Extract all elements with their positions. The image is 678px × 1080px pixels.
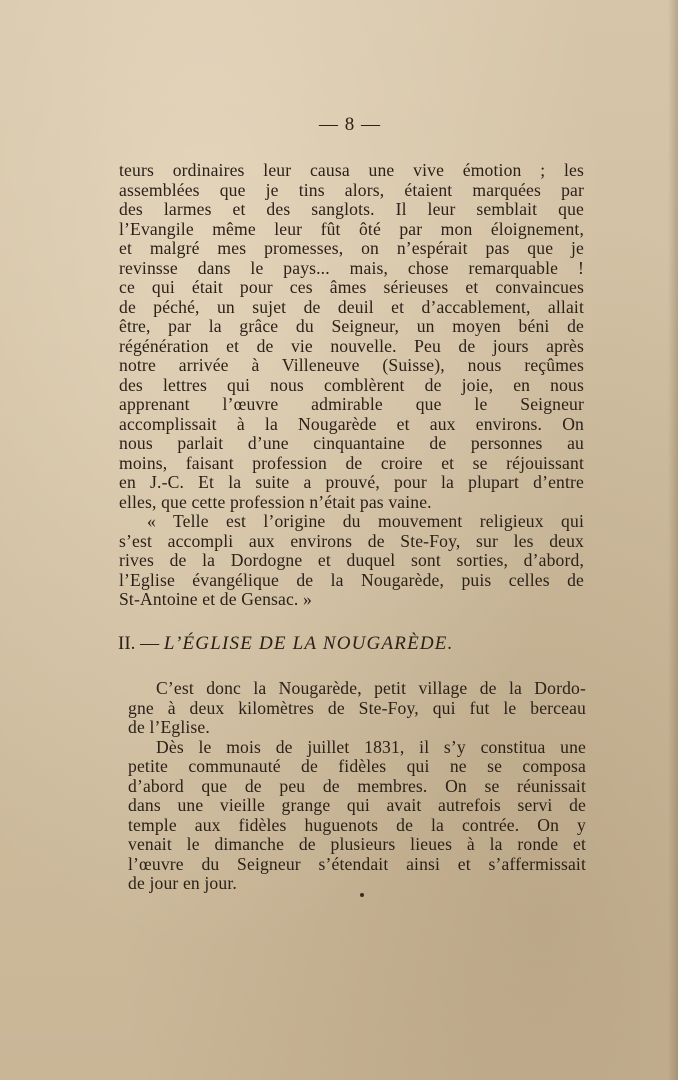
text-line: de l’Eglise. bbox=[128, 717, 210, 737]
ink-dot bbox=[360, 893, 364, 897]
text-line: gne à deux kilomètres de Ste-Foy, qui fut le berceau bbox=[128, 697, 586, 718]
text-line: d’abord que de peu de membres. On se réunissait bbox=[128, 775, 586, 796]
text-line: de jour en jour. bbox=[128, 873, 237, 893]
text-line: petite communauté de fidèles qui ne se composa bbox=[128, 756, 586, 776]
section-number: II. — bbox=[118, 633, 164, 654]
text-line: l’œuvre du Seigneur s’étendait ainsi et s’affermissait bbox=[128, 853, 586, 874]
text-line: moins, faisant profession de croire et se réjouissant bbox=[119, 452, 584, 473]
text-line: teurs ordinaires leur causa une vive émotion ; les bbox=[119, 160, 584, 180]
text-line: l’Eglise évangélique de la Nougarède, puis celles de bbox=[119, 569, 584, 590]
text-line: dans une vieille grange qui avait autrefois servi de bbox=[128, 795, 586, 815]
text-line: apprenant l’œuvre admirable que le Seigneur bbox=[119, 394, 584, 414]
text-line: Dès le mois de juillet 1831, il s’y constitua une bbox=[156, 736, 586, 757]
text-line: accomplissait à la Nougarède et aux environs. On bbox=[119, 413, 584, 434]
text-line: C’est donc la Nougarède, petit village de la Dordo- bbox=[156, 678, 586, 698]
text-line: des lettres qui nous comblèrent de joie, en nous bbox=[119, 374, 584, 395]
text-line: temple aux fidèles huguenots de la contrée. On y bbox=[128, 814, 586, 835]
text-line: en J.-C. Et la suite a prouvé, pour la plupart d’entre bbox=[119, 472, 584, 492]
paragraph-block-nougarede bbox=[128, 679, 586, 894]
text-line: revinsse dans le pays... mais, chose remarquable ! bbox=[119, 257, 584, 278]
text-line: assemblées que je tins alors, étaient marquées par bbox=[119, 179, 584, 200]
section-heading bbox=[118, 633, 588, 655]
text-line: « Telle est l’origine du mouvement religieux qui bbox=[147, 511, 584, 531]
text-line: elles, que cette profession n’était pas vaine. bbox=[119, 491, 432, 512]
text-line: et malgré mes promesses, on n’espérait pas que je bbox=[119, 238, 584, 258]
paragraph-block-quote bbox=[119, 161, 584, 610]
text-line: être, par la grâce du Seigneur, un moyen béni de bbox=[119, 316, 584, 336]
page-number: — 8 — bbox=[319, 114, 381, 135]
text-line: de péché, un sujet de deuil et d’accablement, allait bbox=[119, 296, 584, 317]
text-line: l’Evangile même leur fût ôté par mon éloignement, bbox=[119, 218, 584, 239]
text-line: des larmes et des sanglots. Il leur semblait que bbox=[119, 199, 584, 219]
text-line: notre arrivée à Villeneuve (Suisse), nous reçûmes bbox=[119, 355, 584, 375]
text-line: rives de la Dordogne et duquel sont sorties, d’abord, bbox=[119, 550, 584, 570]
page-edge-shadow bbox=[668, 0, 678, 1080]
text-line: St-Antoine et de Gensac. » bbox=[119, 589, 312, 609]
text-line: ce qui était pour ces âmes sérieuses et convaincues bbox=[119, 277, 584, 297]
text-line: s’est accompli aux environs de Ste-Foy, sur les deux bbox=[119, 530, 584, 551]
text-line: régénération et de vie nouvelle. Peu de jours après bbox=[119, 335, 584, 356]
text-line: nous parlait d’une cinquantaine de personnes au bbox=[119, 433, 584, 453]
section-title: L’ÉGLISE DE LA NOUGARÈDE. bbox=[163, 633, 454, 654]
text-line: venait le dimanche de plusieurs lieues à la ronde et bbox=[128, 834, 586, 854]
